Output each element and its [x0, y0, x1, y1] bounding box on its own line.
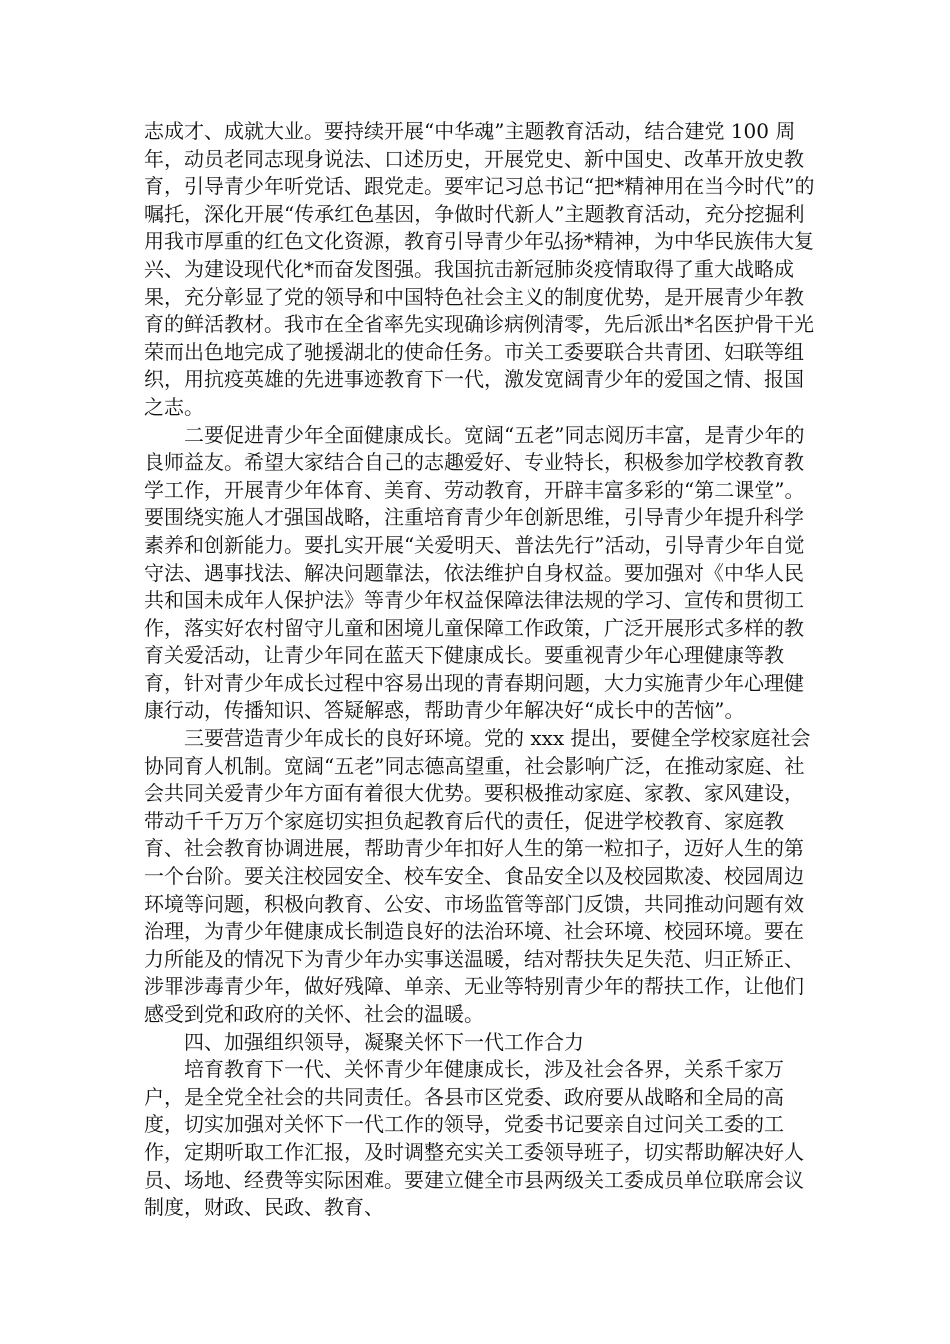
document-page [144, 118, 820, 1222]
paragraph-5: 培育教育下一代、关怀青少年健康成长，涉及社会各界，关系千家万户，是全党全社会的共同责任。各县市区党委、政府要从战略和全局的高度，切实加强对关怀下一代工作的领导，党委书记要亲自过问关工委的工作，定期听取工作汇报，及时调整充实关工委领导班子，切实帮助解决好人员、场地、经费等实际困难。要建立健全市县两级关工委成员单位联席会议制度，财政、民政、教育、 [144, 1057, 804, 1220]
section-heading-4: 四、加强组织领导，凝聚关怀下一代工作合力 [184, 1029, 584, 1054]
paragraph-2: 二要促进青少年全面健康成长。宽阔“五老”同志阅历丰富，是青少年的良师益友。希望大家结合自己的志趣爱好、专业特长，积极参加学校教育教学工作，开展青少年体育、美育、劳动教育，开辟丰富多彩的“第二课堂”。要围绕实施人才强国战略，注重培育青少年创新思维，引导青少年提升科学素养和创新能力。要扎实开展“关爱明天、普法先行”活动，引导青少年自觉守法、遇事找法、解决问题靠法，依法维护自身权益。要加强对《中华人民共和国未成年人保护法》等青少年权益保障法律法规的学习、宣传和贯彻工作，落实好农村留守儿童和困境儿童保障工作政策，广泛开展形式多样的教育关爱活动，让青少年同在蓝天下健康成长。要重视青少年心理健康等教育，针对青少年成长过程中容易出现的青春期问题，大力实施青少年心理健康行动，传播知识、答疑解惑，帮助青少年解决好“成长中的苦恼”。 [144, 422, 805, 723]
paragraph-1: 志成才、成就大业。要持续开展“中华魂”主题教育活动，结合建党 100 周年，动员老同志现身说法、口述历史，开展党史、新中国史、改革开放史教育，引导青少年听党话、跟党走。要牢记习总书记“把*精神用在当今时代”的嘱托，深化开展“传承红色基因，争做时代新人”主题教育活动，充分挖掘利用我市厚重的红色文化资源，教育引导青少年弘扬*精神，为中华民族伟大复兴、为建设现代化*而奋发图强。我国抗击新冠肺炎疫情取得了重大战略成果，充分彰显了党的领导和中国特色社会主义的制度优势，是开展青少年教育的鲜活教材。我市在全省率先实现确诊病例清零，先后派出*名医护骨干光荣而出色地完成了驰援湖北的使命任务。市关工委要联合共青团、妇联等组织，用抗疫英雄的先进事迹教育下一代，激发宽阔青少年的爱国之情、报国之志。 [144, 119, 815, 419]
paragraph-3: 三要营造青少年成长的良好环境。党的 xxx 提出，要健全学校家庭社会协同育人机制。宽阔“五老”同志德高望重，社会影响广泛，在推动家庭、社会共同关爱青少年方面有着很大优势。要积极推动家庭、家教、家风建设，带动千千万万个家庭切实担负起教育后代的责任，促进学校教育、家庭教育、社会教育协调进展，帮助青少年扣好人生的第一粒扣子，迈好人生的第一个台阶。要关注校园安全、校车安全、食品安全以及校园欺凌、校园周边环境等问题，积极向教育、公安、市场监管等部门反馈，共同推动问题有效治理，为青少年健康成长制造良好的法治环境、社会环境、校园环境。要在力所能及的情况下为青少年办实事送温暖，结对帮扶失足失范、归正矫正、涉罪涉毒青少年，做好残障、单亲、无业等特别青少年的帮扶工作，让他们感受到党和政府的关怀、社会的温暖。 [144, 726, 811, 1026]
